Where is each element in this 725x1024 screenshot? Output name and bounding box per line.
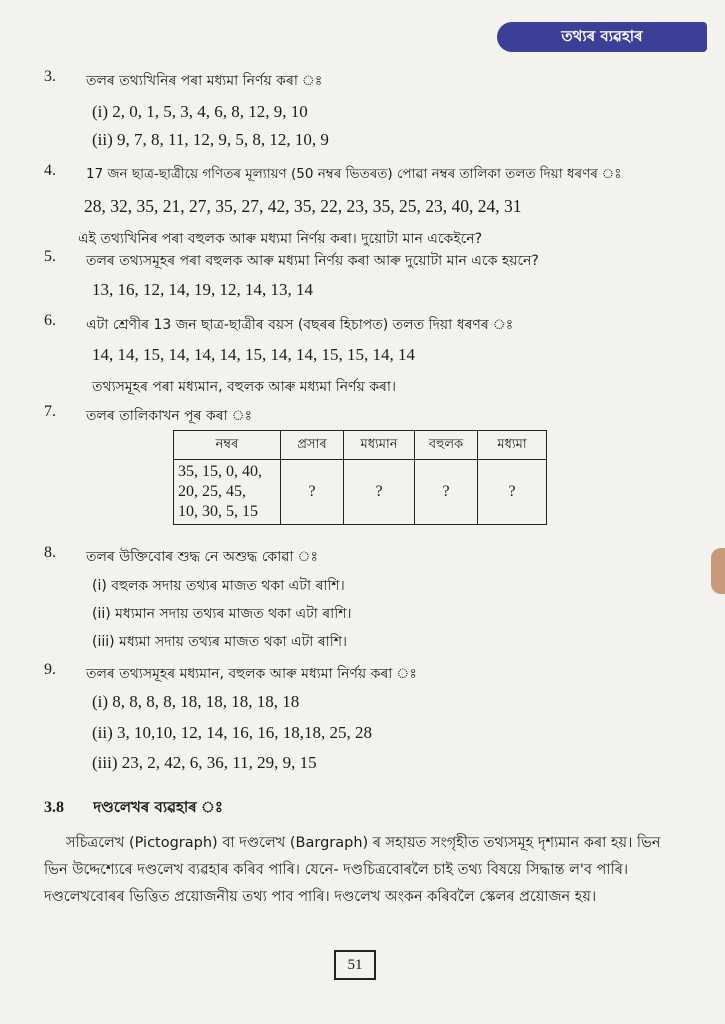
- table-header: মধ্যমা: [478, 431, 547, 460]
- q3-part-ii: (ii) 9, 7, 8, 11, 12, 9, 5, 8, 12, 10, 9: [92, 130, 329, 149]
- q9-part-ii: (ii) 3, 10,10, 12, 14, 16, 16, 18,18, 25, 28: [92, 723, 373, 742]
- question-number: 8.: [44, 544, 56, 561]
- numbers-line: 35, 15, 0, 40,: [178, 463, 262, 480]
- q9-part-iii: (iii) 23, 2, 42, 6, 36, 11, 29, 9, 15: [92, 753, 317, 772]
- table-header: মধ্যমান: [344, 431, 415, 460]
- table-header: প্ৰসাৰ: [281, 431, 344, 460]
- question-text: তলৰ তথ্যসমূহৰ মধ্যমান, বহুলক আৰু মধ্যমা নিৰ্ণয় কৰা ঃ: [86, 666, 417, 682]
- fill-in-table: [173, 430, 547, 525]
- question-text: তলৰ তালিকাখন পূৰ কৰা ঃ: [86, 408, 253, 424]
- question-number: 5.: [44, 248, 56, 265]
- section-heading: [44, 796, 223, 821]
- chapter-header-tab: [497, 22, 707, 52]
- q6-followup: তথ্যসমূহৰ পৰা মধ্যমান, বহুলক আৰু মধ্যমা নিৰ্ণয় কৰা।: [92, 379, 396, 395]
- section-paragraph: সচিত্ৰলেখ (Pictograph) বা দণ্ডলেখ (Bargraph) ৰ সহায়ত সংগৃহীত তথ্যসমূহ দৃশ্যমান কৰা হয়। ভিন ভিন উদ্দেশ্যেৰে দণ্ডলেখ ব্যৱহাৰ কৰিব পাৰি। যেনে- দণ্ডচিত্ৰবোৰলৈ চাই তথ্য বিষয়ে সিদ্ধান্ত ল'ব পাৰি। দণ্ডলেখবোৰৰ ভিত্তিত প্ৰয়োজনীয় তথ্য পাব পাৰি। দণ্ডলেখ অংকন কৰিবলৈ স্কেলৰ প্ৰয়োজন হয়।: [44, 835, 661, 905]
- question-number: 7.: [44, 403, 56, 420]
- section-number: 3.8: [44, 799, 64, 816]
- page-edge-artifact: [711, 548, 725, 594]
- q3-part-i: (i) 2, 0, 1, 5, 3, 4, 6, 8, 12, 9, 10: [92, 102, 308, 121]
- table-row: [174, 460, 547, 525]
- q8-part-i: (i) বহুলক সদায় তথ্যৰ মাজত থকা এটা ৰাশি।: [92, 578, 345, 594]
- table-cell: ?: [344, 460, 415, 525]
- q8-part-iii: (iii) মধ্যমা সদায় তথ্যৰ মাজত থকা এটা ৰাশি।: [92, 634, 348, 650]
- numbers-line: 20, 25, 45,: [178, 483, 246, 500]
- q4-data: 28, 32, 35, 21, 27, 35, 27, 42, 35, 22, 23, 35, 25, 23, 40, 24, 31: [84, 196, 522, 216]
- table-cell-numbers: [174, 460, 281, 525]
- question-text: এটা শ্ৰেণীৰ 13 জন ছাত্ৰ-ছাত্ৰীৰ বয়স (বছৰৰ হিচাপত) তলত দিয়া ধৰণৰ ঃ: [86, 317, 514, 333]
- question-text: তলৰ উক্তিবোৰ শুদ্ধ নে অশুদ্ধ কোৱা ঃ: [86, 549, 318, 565]
- numbers-line: 10, 30, 5, 15: [178, 503, 258, 520]
- table-header: বহুলক: [415, 431, 478, 460]
- question-number: 6.: [44, 312, 56, 329]
- table-header: নম্বৰ: [174, 431, 281, 460]
- chapter-title: তথ্যৰ ব্যৱহাৰ: [561, 26, 643, 45]
- question-number: 4.: [44, 162, 56, 179]
- page-number-text: 51: [347, 956, 363, 973]
- question-number: 3.: [44, 68, 56, 85]
- q6-data: 14, 14, 15, 14, 14, 14, 15, 14, 14, 15, 15, 14, 14: [92, 345, 415, 364]
- table-header-row: [174, 431, 547, 460]
- table-cell: ?: [281, 460, 344, 525]
- table-cell: ?: [478, 460, 547, 525]
- page-number: [334, 950, 376, 980]
- q4-followup: এই তথ্যখিনিৰ পৰা বহুলক আৰু মধ্যমা নিৰ্ণয় কৰা। দুয়োটা মান একেইনে?: [78, 231, 483, 247]
- question-text: তলৰ তথ্যসমূহৰ পৰা বহুলক আৰু মধ্যমা নিৰ্ণয় কৰা আৰু দুয়োটা মান একে হয়নে?: [86, 253, 539, 269]
- question-number: 9.: [44, 661, 56, 678]
- q9-part-i: (i) 8, 8, 8, 8, 18, 18, 18, 18, 18: [92, 692, 300, 711]
- section-title: দণ্ডলেখৰ ব্যৱহাৰ ঃ: [93, 798, 223, 816]
- question-text: তলৰ তথ্যখিনিৰ পৰা মধ্যমা নিৰ্ণয় কৰা ঃ: [86, 73, 323, 89]
- q5-data: 13, 16, 12, 14, 19, 12, 14, 13, 14: [92, 280, 313, 299]
- table-cell: ?: [415, 460, 478, 525]
- question-text: 17 জন ছাত্ৰ-ছাত্ৰীয়ে গণিতৰ মূল্যায়ণ (50 নম্বৰ ভিতৰত) পোৱা নম্বৰ তালিকা তলত দিয়া ধৰণৰ ঃ: [86, 166, 622, 182]
- q8-part-ii: (ii) মধ্যমান সদায় তথ্যৰ মাজত থকা এটা ৰাশি।: [92, 606, 352, 622]
